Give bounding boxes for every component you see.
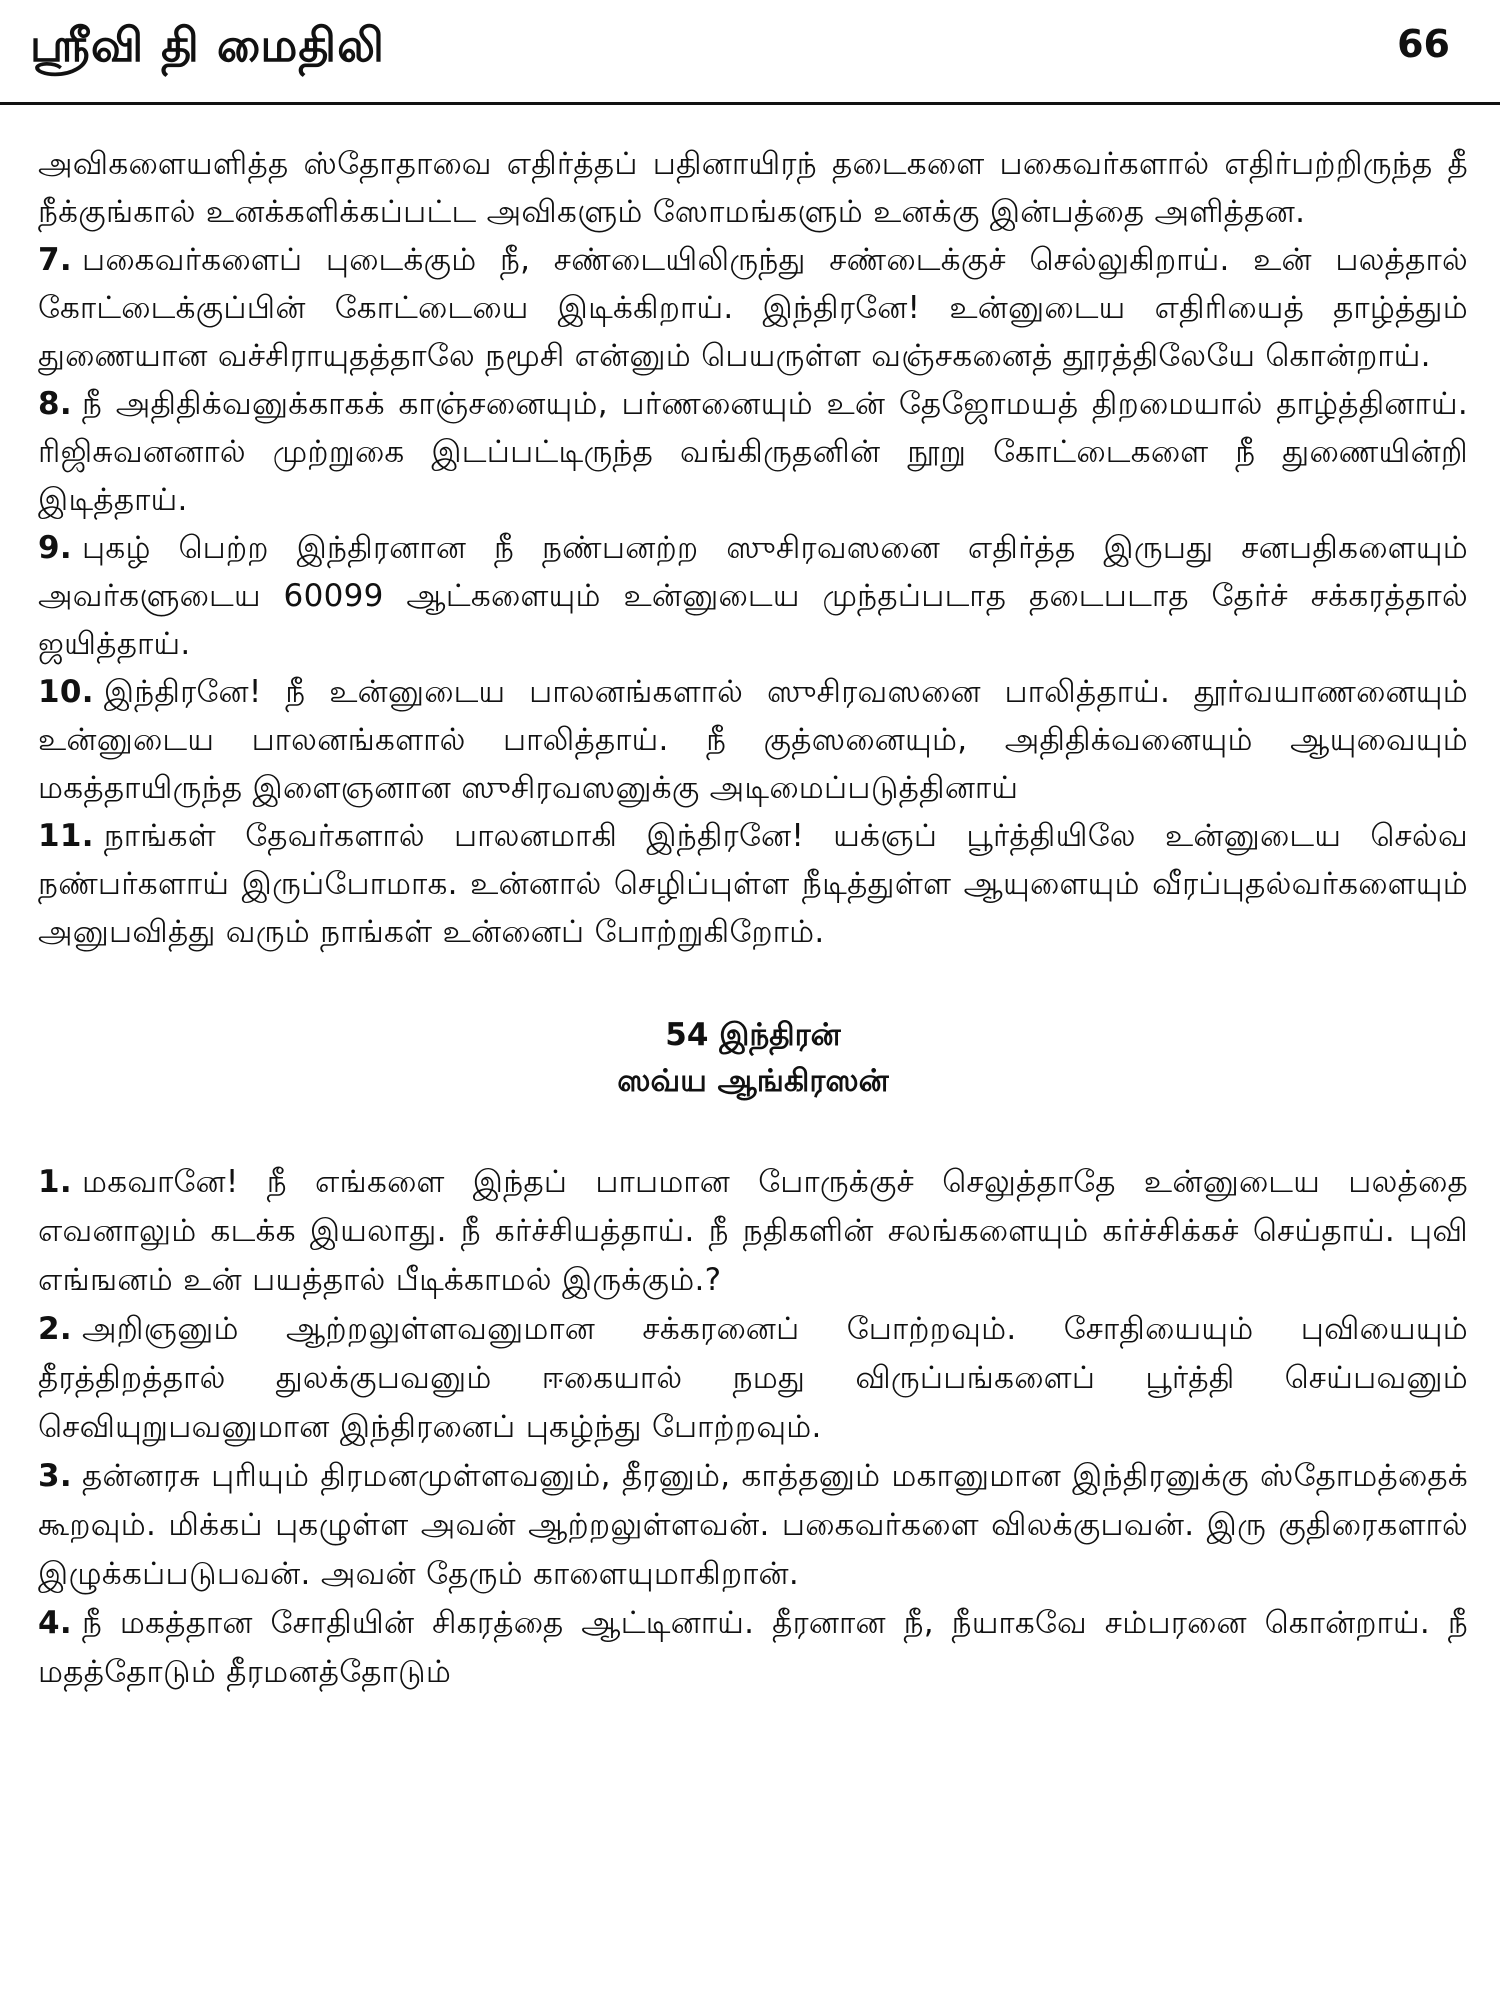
verse-paragraph [38, 812, 1468, 956]
hymn-seer: ஸவ்ய ஆங்கிரஸன் [617, 1063, 889, 1099]
verse-number: 1. [38, 1164, 72, 1200]
verse-paragraph [38, 1305, 1468, 1452]
verse-text: அறிஞனும் ஆற்றலுள்ளவனுமான சக்கரனைப் போற்றவும். சோதியையும் புவியையும் தீரத்திறத்தால் துலக்குபவனும் ஈகையால் நமது விருப்பங்களைப் பூர்த்தி செய்பவனும் செவியுறுபவனுமான இந்திரனைப் புகழ்ந்து போற்றவும். [38, 1311, 1468, 1445]
verse-text: அவிகளையளித்த ஸ்தோதாவை எதிர்த்தப் பதினாயிரந் தடைகளை பகைவர்களால் எதிர்பற்றிருந்த தீ நீக்குங்கால் உனக்களிக்கப்பட்ட அவிகளும் ஸோமங்களும் உனக்கு இன்பத்தை அளித்தன. [38, 146, 1468, 230]
verse-text: நீ அதிதிக்வனுக்காகக் காஞ்சனையும், பர்ணனையும் உன் தேஜோமயத் திறமையால் தாழ்த்தினாய். ரிஜிசுவனனால் முற்றுகை இடப்பட்டிருந்த வங்கிருதனின் நூறு கோட்டைகளை நீ துணையின்றி இடித்தாய். [38, 386, 1468, 518]
verse-text: பகைவர்களைப் புடைக்கும் நீ, சண்டையிலிருந்து சண்டைக்குச் செல்லுகிறாய். உன் பலத்தால் கோட்டைக்குப்பின் கோட்டையை இடிக்கிறாய். இந்திரனே! உன்னுடைய எதிரியைத் தாழ்த்தும் துணையான வச்சிராயுதத்தாலே நமூசி என்னும் பெயருள்ள வஞ்சகனைத் தூரத்திலேயே கொன்றாய். [38, 242, 1468, 374]
verse-paragraph [38, 524, 1468, 668]
page-number: 66 [1397, 22, 1450, 66]
verse-paragraph [38, 1452, 1468, 1599]
verse-number: 10. [38, 674, 94, 710]
verse-number: 3. [38, 1458, 72, 1494]
verse-paragraph [38, 236, 1468, 380]
verses-section-1 [38, 140, 1468, 956]
verse-number: 8. [38, 386, 72, 422]
verse-paragraph [38, 380, 1468, 524]
book-title: ஸ்ரீவி தி மைதிலி [30, 18, 385, 72]
verse-text: புகழ் பெற்ற இந்திரனான நீ நண்பனற்ற ஸுசிரவஸனை எதிர்த்த இருபது சனபதிகளையும் அவர்களுடைய 60099 ஆட்களையும் உன்னுடைய முந்தப்படாத தடைபடாத தேர்ச் சக்கரத்தால் ஜயித்தாய். [38, 530, 1468, 662]
hymn-heading [38, 1012, 1468, 1104]
verse-number: 4. [38, 1605, 72, 1641]
verses-section-2 [38, 1158, 1468, 1697]
page-header [0, 0, 1500, 105]
verse-text: தன்னரசு புரியும் திரமனமுள்ளவனும், தீரனும், காத்தனும் மகானுமான இந்திரனுக்கு ஸ்தோமத்தைக் கூறவும். மிக்கப் புகழுள்ள அவன் ஆற்றலுள்ளவன். பகைவர்களை விலக்குபவன். இரு குதிரைகளால் இழுக்கப்படுபவன். அவன் தேரும் காளையுமாகிறான். [38, 1458, 1468, 1592]
verse-paragraph [38, 1158, 1468, 1305]
page-content [38, 140, 1468, 1697]
verse-text: நீ மகத்தான சோதியின் சிகரத்தை ஆட்டினாய். தீரனான நீ, நீயாகவே சம்பரனை கொன்றாய். நீ மதத்தோடும் தீரமனத்தோடும் [38, 1605, 1468, 1690]
verse-paragraph [38, 140, 1468, 236]
hymn-number-deity: 54 இந்திரன் [665, 1017, 841, 1053]
verse-number: 7. [38, 242, 72, 278]
verse-paragraph [38, 668, 1468, 812]
verse-text: இந்திரனே! நீ உன்னுடைய பாலனங்களால் ஸுசிரவஸனை பாலித்தாய். தூர்வயாணனையும் உன்னுடைய பாலனங்களால் பாலித்தாய். நீ குத்ஸனையும், அதிதிக்வனையும் ஆயுவையும் மகத்தாயிருந்த இளைஞனான ஸுசிரவஸனுக்கு அடிமைப்படுத்தினாய் [38, 674, 1468, 806]
verse-number: 11. [38, 818, 94, 854]
verse-number: 9. [38, 530, 72, 566]
verse-number: 2. [38, 1311, 72, 1347]
verse-text: மகவானே! நீ எங்களை இந்தப் பாபமான போருக்குச் செலுத்தாதே உன்னுடைய பலத்தை எவனாலும் கடக்க இயலாது. நீ கர்ச்சியத்தாய். நீ நதிகளின் சலங்களையும் கர்ச்சிக்கச் செய்தாய். புவி எங்ஙனம் உன் பயத்தால் பீடிக்காமல் இருக்கும்.? [38, 1164, 1468, 1298]
verse-paragraph [38, 1599, 1468, 1697]
verse-text: நாங்கள் தேவர்களால் பாலனமாகி இந்திரனே! யக்ஞப் பூர்த்தியிலே உன்னுடைய செல்வ நண்பர்களாய் இருப்போமாக. உன்னால் செழிப்புள்ள நீடித்துள்ள ஆயுளையும் வீரப்புதல்வர்களையும் அனுபவித்து வரும் நாங்கள் உன்னைப் போற்றுகிறோம். [38, 818, 1468, 950]
